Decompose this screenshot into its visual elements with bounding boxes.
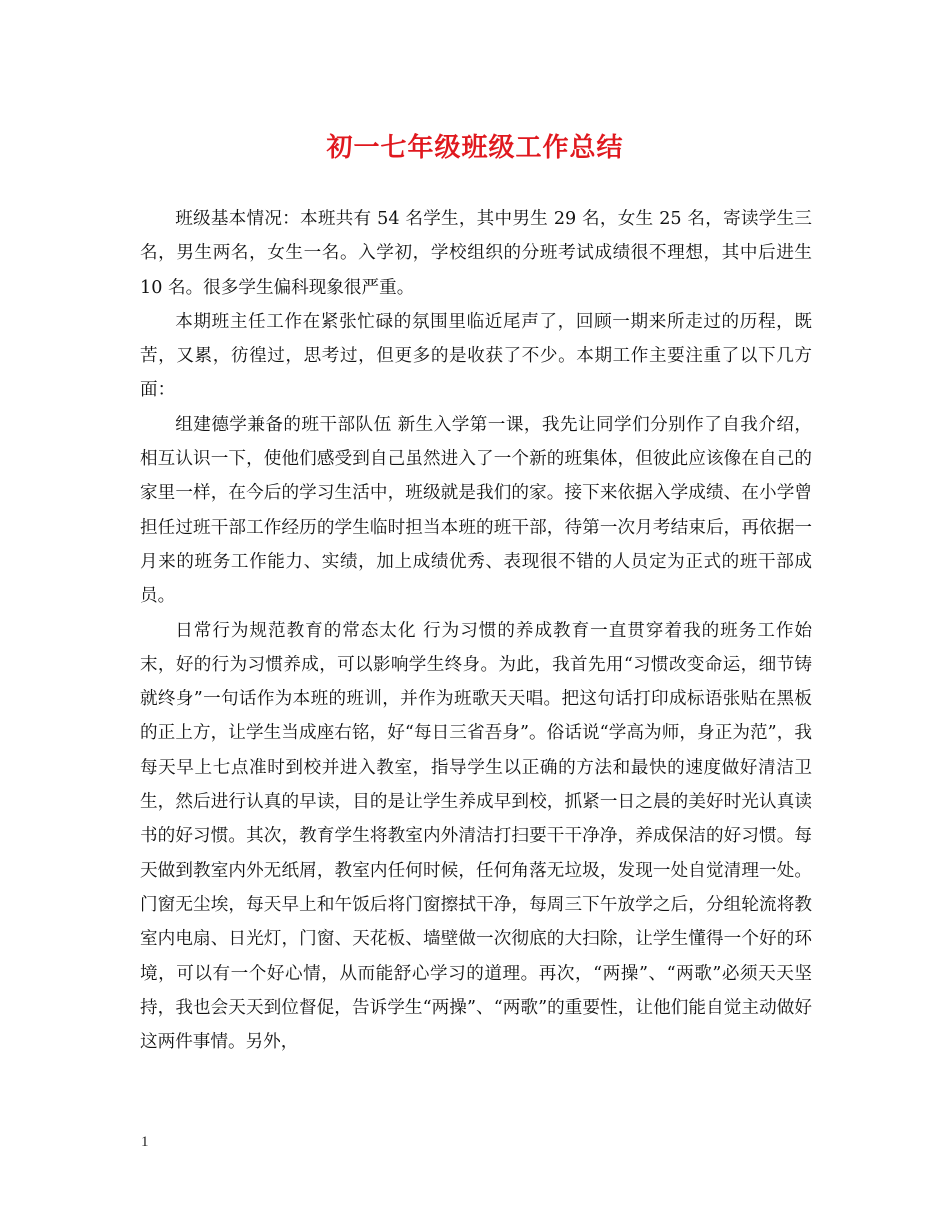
document-title: 初一七年级班级工作总结 [326,133,624,163]
document-body [140,202,812,1059]
page-number: 1 [141,1134,149,1150]
paragraph-term-review: 本期班主任工作在紧张忙碌的氛围里临近尾声了，回顾一期来所走过的历程，既苦，又累，彷徨过，思考过，但更多的是收获了不少。本期工作主要注重了以下几方面： [140,311,812,401]
paragraph-class-cadre: 组建德学兼备的班干部队伍 新生入学第一课，我先让同学们分别作了自我介绍，相互认识一下，使他们感受到自己虽然进入了一个新的班集体，但彼此应该像在自己的家里一样，在今后的学习生活中，班级就是我们的家。接下来依据入学成绩、在小学曾担任过班干部工作经历的学生临时担当本班的班干部，待第一次月考结束后，再依据一月来的班务工作能力、实绩，加上成绩优秀、表现很不错的人员定为正式的班干部成员。 [140,414,812,607]
paragraph-behavior-habits: 日常行为规范教育的常态太化 行为习惯的养成教育一直贯穿着我的班务工作始末，好的行为习惯养成，可以影响学生终身。为此，我首先用“习惯改变命运，细节铸就终身”一句话作为本班的班训，并作为班歌天天唱。把这句话打印成标语张贴在黑板的正上方，让学生当成座右铭，好“每日三省吾身”。俗话说“学高为师，身正为范”，我每天早上七点准时到校并进入教室，指导学生以正确的方法和最快的速度做好清洁卫生，然后进行认真的早读，目的是让学生养成早到校，抓紧一日之晨的美好时光认真读书的好习惯。其次，教育学生将教室内外清洁打扫要干干净净，养成保洁的好习惯。每天做到教室内外无纸屑，教室内任何时候，任何角落无垃圾，发现一处自觉清理一处。门窗无尘埃，每天早上和午饭后将门窗擦拭干净，每周三下午放学之后，分组轮流将教室内电扇、日光灯，门窗、天花板、墙壁做一次彻底的大扫除，让学生懂得一个好的环境，可以有一个好心情，从而能舒心学习的道理。再次，“两操”、“两歌”必须天天坚持，我也会天天到位督促，告诉学生“两操”、“两歌”的重要性，让他们能自觉主动做好这两件事情。另外， [140,620,812,1053]
paragraph-class-overview: 班级基本情况：本班共有 54 名学生，其中男生 29 名，女生 25 名，寄读学生三名，男生两名，女生一名。入学初，学校组织的分班考试成绩很不理想，其中后进生 10 名。很多学生偏科现象很严重。 [140,209,812,298]
